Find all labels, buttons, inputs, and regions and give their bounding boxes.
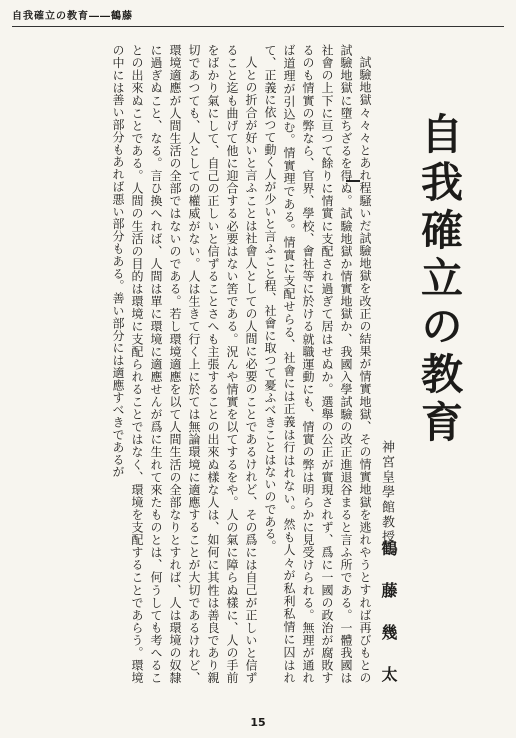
- running-header: 自我確立の教育――鶴藤: [12, 11, 133, 22]
- header-rule: [12, 26, 504, 27]
- body-paragraph: 試驗地獄々々々とあれ程騒いだ試驗地獄を改正の結果が情實地獄、その情實地獄を逃れやうとすれば再びもとの試驗地獄に墮ちざるを得ぬ。試驗地獄か情實地獄か、我國入學試驗の改正進退谷まると言ふ所である。一體我國は社會の上下に亘つて餘りに情實に支配され過ぎて居はせぬか。選舉の公正が實現されず、爲に一國の政治が腐敗するのも情實の弊なら、官界、學校、會社等に於ける就職運動にも、情實の弊は明らかに見受けられる。無理が通れば道理が引込む。情實理である。情實に支配せらる、社會には正義は行はれない。然も人々が私利私情に囚はれて、正義に依つて動く人が少いと言ふこと程、社會に取つて憂ふべきことはないのである。: [263, 44, 372, 684]
- article-body: [18, 44, 374, 684]
- body-paragraph: 人との折合が好いと言ふことは社會人としての人間に必要のことであるけれど、その爲には自己が正しいと信ずること迄も曲げて他に迎合する必要はない筈である。況んや情實を以てするをや。人の氣に障らぬ樣に、人の手前をばかり氣にして、自己の正しいと信ずることさへも主張することの出來ぬ樣な人は、如何に其性は善良であり親切であつても、人としての權威がない。人は生きて行く上に於ては無論環境に適應することが大切であるけれど、環境適應が人間生活の全部ではないのである。若し環境適應を以て人間生活の全部なりとすれば、人は環境の奴隸に過ぎぬこと、なる。言ひ換へれば、人間は單に環境に適應せんが爲に生れて來たものとは、何うしても考へることの出來ぬことである。人間の生活の目的は環境に支配られることではなく、環境を支配することであらう。環境の中には善い部分もあれば悪い部分もある。善い部分には適應すべきであるが: [111, 44, 258, 684]
- article-title: 自我確立の教育: [415, 112, 464, 448]
- author-affiliation: 神宮皇學館教授: [379, 440, 394, 545]
- author-name: 鶴藤幾太: [379, 540, 398, 708]
- page-number: 15: [250, 716, 266, 729]
